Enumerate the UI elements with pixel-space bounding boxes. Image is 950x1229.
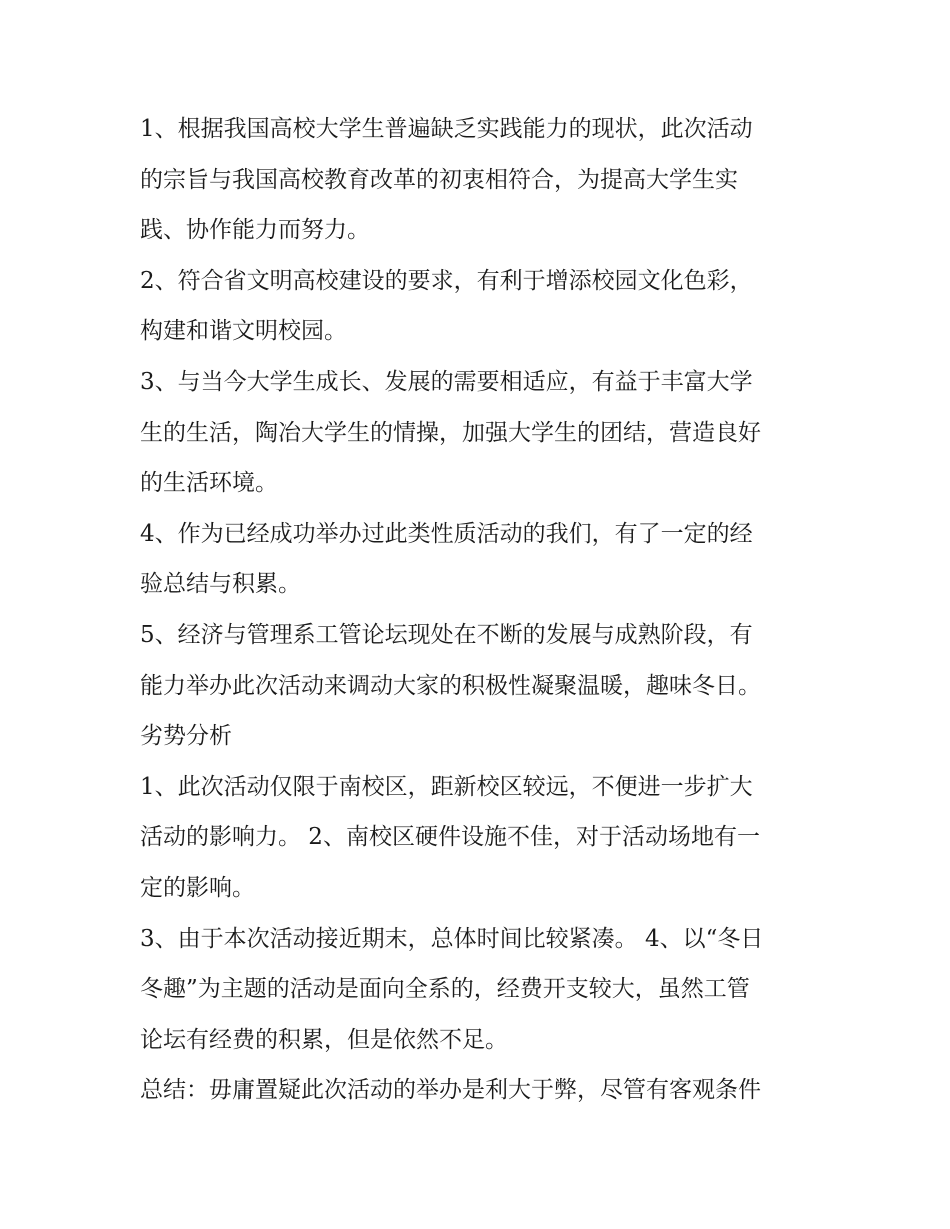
text-line: 3、由于本次活动接近期末，总体时间比较紧凑。 4、以“冬日 — [140, 925, 764, 952]
text-line: 论坛有经费的积累，但是依然不足。 — [140, 1026, 508, 1053]
text-line: 践、协作能力而努力。 — [140, 217, 370, 244]
text-line: 冬趣”为主题的活动是面向全系的，经费开支较大，虽然工管 — [140, 976, 750, 1003]
text-line: 定的影响。 — [140, 874, 255, 901]
text-line: 能力举办此次活动来调动大家的积极性凝聚温暖，趣味冬日。 — [140, 672, 761, 699]
text-line: 总结：毋庸置疑此次活动的举办是利大于弊，尽管有客观条件 — [140, 1077, 761, 1104]
text-line: 4、作为已经成功举办过此类性质活动的我们，有了一定的经 — [140, 520, 753, 547]
document-body — [140, 104, 820, 1116]
strength-item-1 — [140, 104, 820, 256]
text-line: 2、符合省文明高校建设的要求，有利于增添校园文化色彩， — [140, 267, 753, 294]
strength-item-5 — [140, 610, 820, 711]
text-line: 3、与当今大学生成长、发展的需要相适应，有益于丰富大学 — [140, 368, 753, 395]
text-line: 1、根据我国高校大学生普遍缺乏实践能力的现状，此次活动 — [140, 116, 753, 142]
text-line: 生的生活，陶冶大学生的情操，加强大学生的团结，营造良好 — [140, 419, 761, 446]
strength-item-3 — [140, 357, 820, 509]
strength-item-4 — [140, 509, 820, 610]
strength-item-2 — [140, 256, 820, 357]
text-line: 的生活环境。 — [140, 470, 278, 497]
text-line: 活动的影响力。 2、南校区硬件设施不佳，对于活动场地有一 — [140, 824, 760, 851]
text-line: 构建和谐文明校园。 — [140, 318, 347, 345]
weakness-items-3-4 — [140, 914, 820, 1066]
text-line: 的宗旨与我国高校教育改革的初衷相符合，为提高大学生实 — [140, 166, 738, 193]
weakness-heading — [140, 711, 820, 762]
summary-paragraph — [140, 1065, 820, 1116]
text-line: 1、此次活动仅限于南校区，距新校区较远，不便进一步扩大 — [140, 773, 753, 800]
text-line: 验总结与积累。 — [140, 571, 301, 598]
weakness-items-1-2 — [140, 762, 820, 914]
section-heading: 劣势分析 — [140, 723, 232, 750]
text-line: 5、经济与管理系工管论坛现处在不断的发展与成熟阶段，有 — [140, 621, 753, 648]
